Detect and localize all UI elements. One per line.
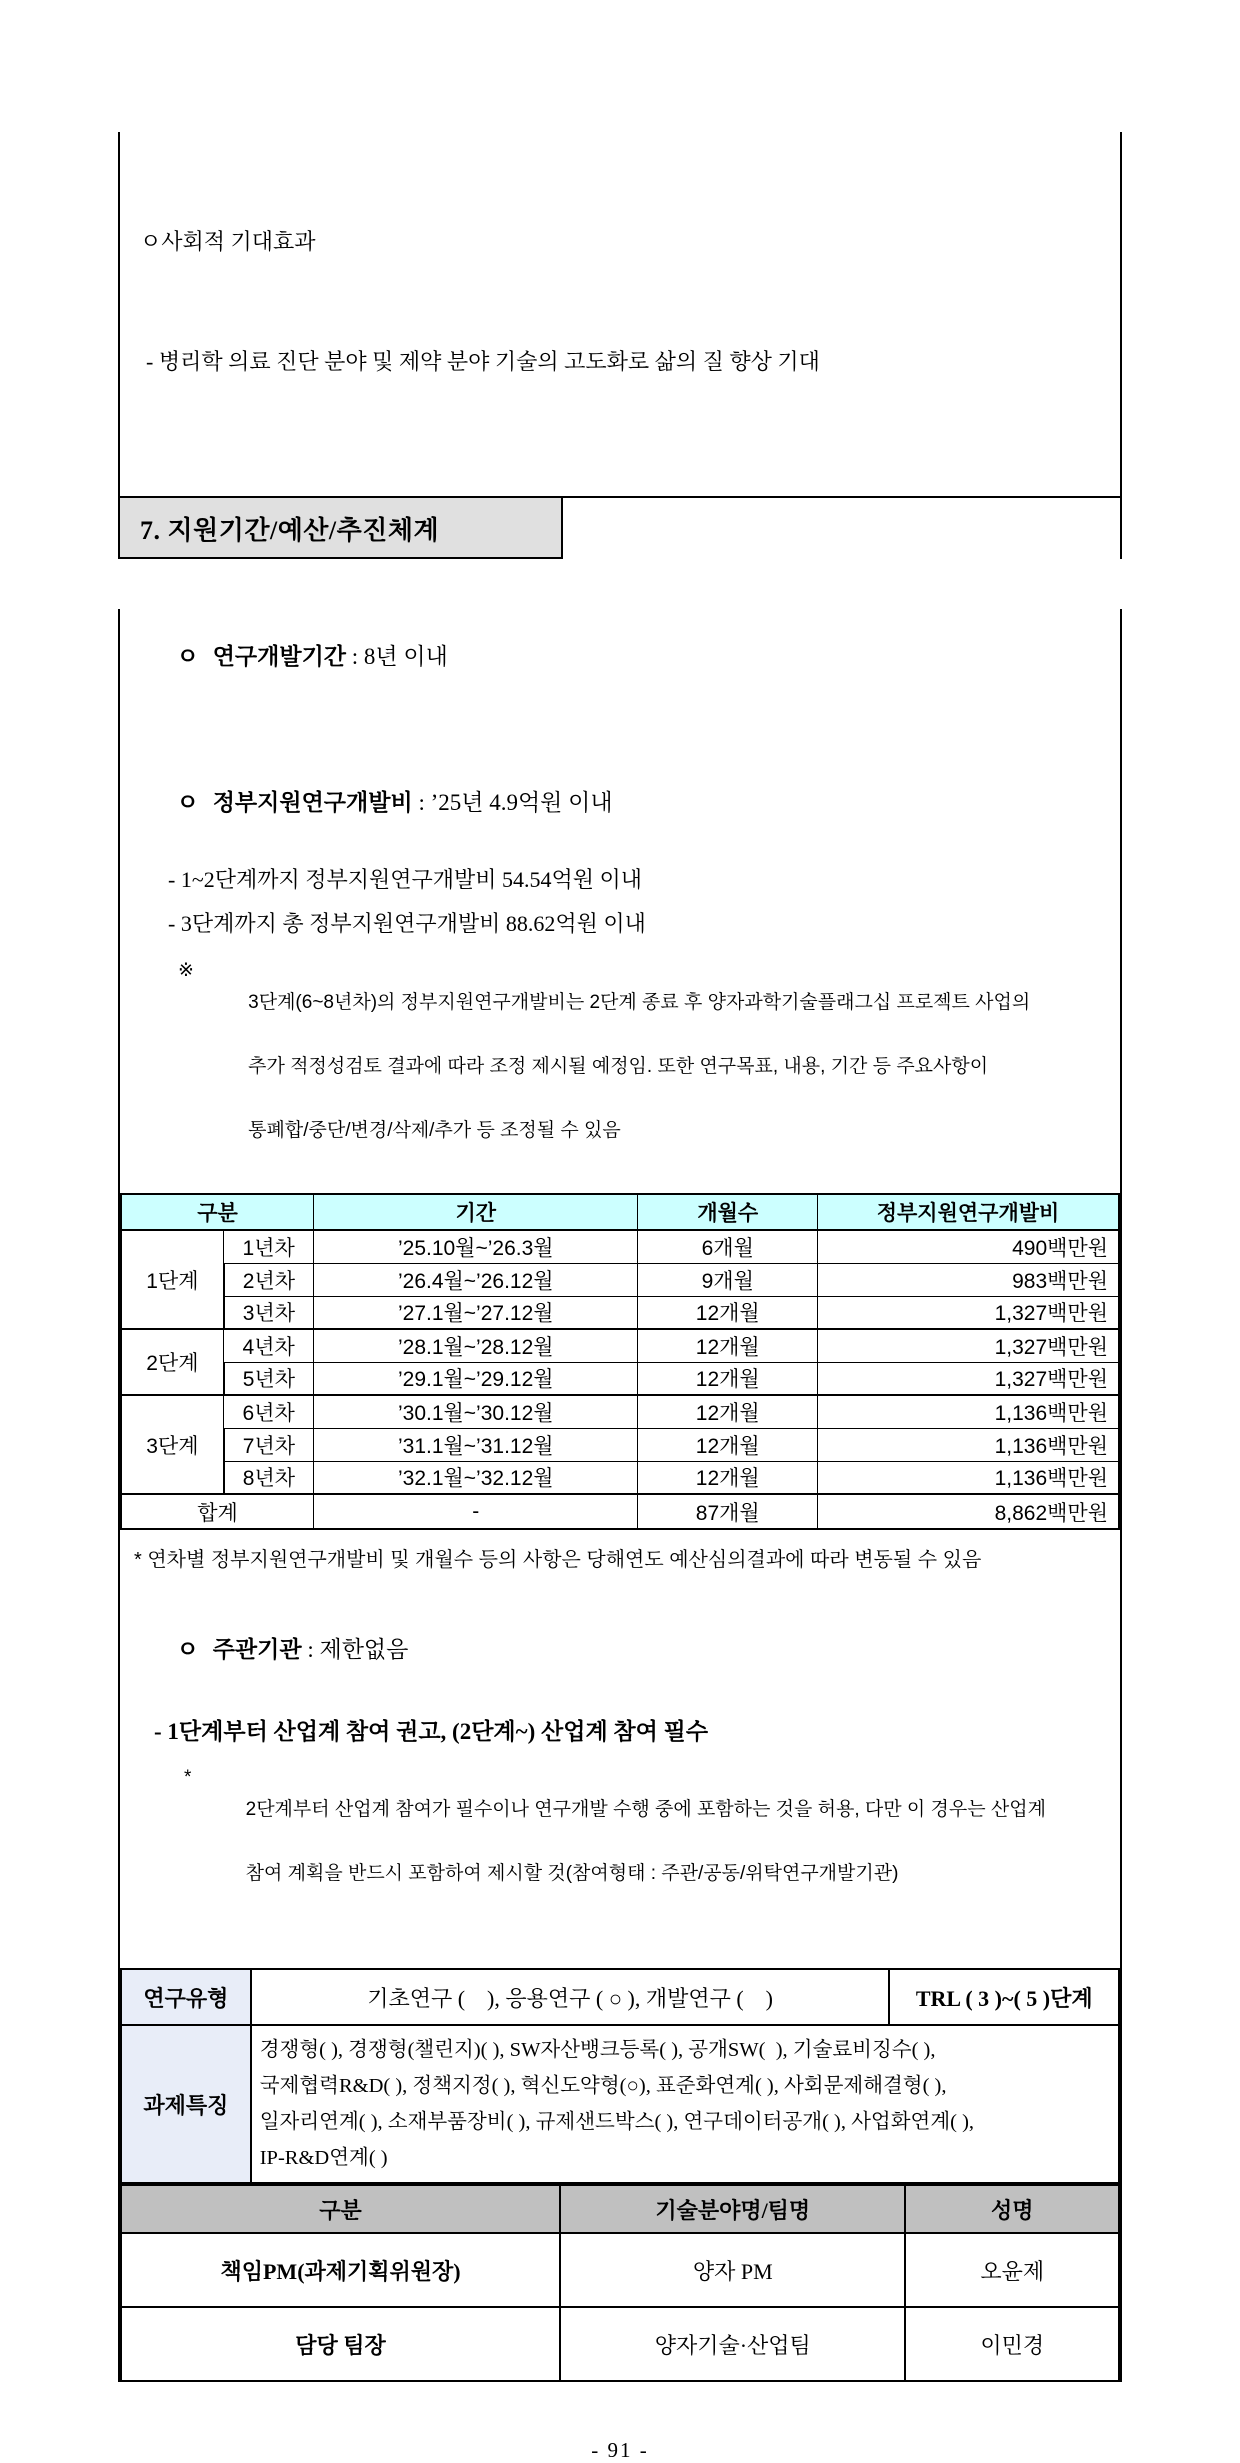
document-page bbox=[118, 132, 1122, 2463]
stage-cell: 3단계 bbox=[121, 1395, 224, 1494]
section-title: 7. 지원기간/예산/추진체계 bbox=[118, 498, 563, 559]
rnd-period-label: 연구개발기간 bbox=[212, 644, 347, 669]
pm-table bbox=[120, 2184, 1120, 2382]
page-number: - 91 - bbox=[591, 2438, 649, 2462]
header-gigan: 기간 bbox=[314, 1194, 638, 1230]
table-row bbox=[121, 1395, 1119, 1428]
term-cell: ’30.1월~’30.12월 bbox=[314, 1395, 638, 1428]
participation-note-line-2: 참여 계획을 반드시 포함하여 제시할 것(참여형태 : 주관/공동/위탁연구개발기관) bbox=[245, 1863, 899, 1884]
research-type-row bbox=[121, 1969, 1119, 2025]
circle-bullet: ㅇ bbox=[176, 1637, 199, 1662]
months-cell: 12개월 bbox=[638, 1329, 818, 1362]
teamlead-name-cell: 이민경 bbox=[905, 2307, 1119, 2381]
months-cell: 12개월 bbox=[638, 1428, 818, 1461]
pm-role-cell: 책임PM(과제기획위원장) bbox=[121, 2233, 560, 2307]
table-row bbox=[121, 1461, 1119, 1494]
budget-note-line-3: 통폐합/중단/변경/삭제/추가 등 조정될 수 있음 bbox=[248, 1120, 621, 1141]
industry-participation-note bbox=[120, 1762, 1120, 1922]
project-feature-value-cell bbox=[251, 2025, 1119, 2183]
asterisk-mark: * bbox=[184, 1767, 192, 1788]
rnd-period-value: : 8년 이내 bbox=[346, 644, 448, 669]
rnd-period-line bbox=[120, 609, 1120, 705]
section-header-row bbox=[118, 498, 1122, 559]
research-type-table bbox=[120, 1968, 1120, 2184]
year-cell: 2년차 bbox=[224, 1263, 314, 1296]
total-label-cell: 합계 bbox=[121, 1494, 314, 1529]
budget-adjustment-note bbox=[120, 955, 1120, 1179]
annual-budget-note: * 연차별 정부지원연구개발비 및 개월수 등의 사항은 당해연도 예산심의결과에 따라 변동될 수 있음 bbox=[134, 1549, 982, 1571]
header-months: 개월수 bbox=[638, 1194, 818, 1230]
amount-cell: 1,136백만원 bbox=[818, 1428, 1119, 1461]
total-months-cell: 87개월 bbox=[638, 1494, 818, 1529]
feature-line-2: 국제협력R&D( ), 정책지정( ), 혁신도약형(○), 표준화연계( ), 사회문제해결형( ), bbox=[259, 2075, 947, 2097]
year-cell: 5년차 bbox=[224, 1362, 314, 1395]
budget-sub-line-1: - 1~2단계까지 정부지원연구개발비 54.54억원 이내 bbox=[168, 867, 643, 892]
expected-effects-box bbox=[118, 132, 1122, 498]
term-cell: ’27.1월~’27.12월 bbox=[314, 1296, 638, 1329]
table-row bbox=[121, 1296, 1119, 1329]
months-cell: 6개월 bbox=[638, 1230, 818, 1263]
budget-table-header-row bbox=[121, 1194, 1119, 1230]
header-field-team: 기술분야명/팀명 bbox=[560, 2185, 905, 2233]
stage-cell: 1단계 bbox=[121, 1230, 224, 1329]
year-cell: 1년차 bbox=[224, 1230, 314, 1263]
amount-cell: 1,136백만원 bbox=[818, 1395, 1119, 1428]
total-term-cell: - bbox=[314, 1494, 638, 1529]
year-cell: 8년차 bbox=[224, 1461, 314, 1494]
project-feature-label-cell: 과제특징 bbox=[121, 2025, 251, 2183]
amount-cell: 490백만원 bbox=[818, 1230, 1119, 1263]
total-row bbox=[121, 1494, 1119, 1529]
term-cell: ’26.4월~’26.12월 bbox=[314, 1263, 638, 1296]
table-row bbox=[121, 1428, 1119, 1461]
budget-note-line-1: 3단계(6~8년차)의 정부지원연구개발비는 2단계 종료 후 양자과학기술플래그십 프로젝트 사업의 bbox=[248, 992, 1031, 1013]
months-cell: 12개월 bbox=[638, 1395, 818, 1428]
pm-name-cell: 오윤제 bbox=[905, 2233, 1119, 2307]
term-cell: ’25.10월~’26.3월 bbox=[314, 1230, 638, 1263]
amount-cell: 1,327백만원 bbox=[818, 1362, 1119, 1395]
host-org-line bbox=[120, 1602, 1120, 1698]
social-effect-detail: - 병리학 의료 진단 분야 및 제약 분야 기술의 고도화로 삶의 질 향상 기대 bbox=[146, 349, 820, 374]
header-amount: 정부지원연구개발비 bbox=[818, 1194, 1119, 1230]
budget-note-line-2: 추가 적정성검토 결과에 따라 조정 제시될 예정임. 또한 연구목표, 내용, 기간 등 주요사항이 bbox=[248, 1056, 989, 1077]
circle-bullet: ㅇ bbox=[176, 790, 199, 815]
project-feature-row bbox=[121, 2025, 1119, 2183]
table-row bbox=[121, 2307, 1119, 2381]
gov-budget-line bbox=[120, 755, 1120, 851]
pm-table-header-row bbox=[121, 2185, 1119, 2233]
months-cell: 12개월 bbox=[638, 1461, 818, 1494]
amount-cell: 1,136백만원 bbox=[818, 1461, 1119, 1494]
term-cell: ’29.1월~’29.12월 bbox=[314, 1362, 638, 1395]
budget-table bbox=[120, 1193, 1120, 1530]
year-cell: 6년차 bbox=[224, 1395, 314, 1428]
research-type-value-cell: 기초연구 ( ), 응용연구 ( ○ ), 개발연구 ( ) bbox=[251, 1969, 890, 2025]
budget-sub-line-2: - 3단계까지 총 정부지원연구개발비 88.62억원 이내 bbox=[168, 911, 646, 936]
host-org-value: : 제한없음 bbox=[301, 1637, 409, 1662]
header-gubun: 구분 bbox=[121, 2185, 560, 2233]
section-body bbox=[118, 609, 1122, 2382]
amount-cell: 983백만원 bbox=[818, 1263, 1119, 1296]
industry-participation-line: - 1단계부터 산업계 참여 권고, (2단계~) 산업계 참여 필수 bbox=[154, 1719, 709, 1744]
table-row bbox=[121, 1329, 1119, 1362]
table-row bbox=[121, 1263, 1119, 1296]
table-row bbox=[121, 2233, 1119, 2307]
gov-budget-value: : ’25년 4.9억원 이내 bbox=[412, 790, 613, 815]
months-cell: 12개월 bbox=[638, 1362, 818, 1395]
year-cell: 7년차 bbox=[224, 1428, 314, 1461]
total-amount-cell: 8,862백만원 bbox=[818, 1494, 1119, 1529]
term-cell: ’28.1월~’28.12월 bbox=[314, 1329, 638, 1362]
section-header-filler bbox=[563, 498, 1122, 559]
year-cell: 3년차 bbox=[224, 1296, 314, 1329]
header-gubun: 구분 bbox=[121, 1194, 314, 1230]
table-row bbox=[121, 1362, 1119, 1395]
circle-bullet: ㅇ bbox=[140, 229, 162, 254]
host-org-label: 주관기관 bbox=[212, 1637, 302, 1662]
social-effect-heading: ㅇ사회적 기대효과 bbox=[140, 229, 316, 254]
stage-cell: 2단계 bbox=[121, 1329, 224, 1395]
term-cell: ’31.1월~’31.12월 bbox=[314, 1428, 638, 1461]
months-cell: 9개월 bbox=[638, 1263, 818, 1296]
feature-line-1: 경쟁형( ), 경쟁형(챌린지)( ), SW자산뱅크등록( ), 공개SW( ), 기술료비징수( ), bbox=[259, 2039, 936, 2061]
pm-team-cell: 양자 PM bbox=[560, 2233, 905, 2307]
participation-note-line-1: 2단계부터 산업계 참여가 필수이나 연구개발 수행 중에 포함하는 것을 허용, 다만 이 경우는 산업계 bbox=[245, 1799, 1046, 1820]
trl-cell: TRL ( 3 )~( 5 )단계 bbox=[889, 1969, 1119, 2025]
teamlead-team-cell: 양자기술·산업팀 bbox=[560, 2307, 905, 2381]
circle-bullet: ㅇ bbox=[176, 644, 199, 669]
table-row bbox=[121, 1230, 1119, 1263]
feature-line-4: IP-R&D연계( ) bbox=[259, 2147, 388, 2169]
teamlead-role-cell: 담당 팀장 bbox=[121, 2307, 560, 2381]
header-name: 성명 bbox=[905, 2185, 1119, 2233]
research-type-label-cell: 연구유형 bbox=[121, 1969, 251, 2025]
gov-budget-label: 정부지원연구개발비 bbox=[212, 790, 413, 815]
months-cell: 12개월 bbox=[638, 1296, 818, 1329]
term-cell: ’32.1월~’32.12월 bbox=[314, 1461, 638, 1494]
reference-mark: ※ bbox=[178, 960, 194, 981]
year-cell: 4년차 bbox=[224, 1329, 314, 1362]
feature-line-3: 일자리연계( ), 소재부품장비( ), 규제샌드박스( ), 연구데이터공개( ), 사업화연계( ), bbox=[259, 2111, 975, 2133]
amount-cell: 1,327백만원 bbox=[818, 1296, 1119, 1329]
amount-cell: 1,327백만원 bbox=[818, 1329, 1119, 1362]
